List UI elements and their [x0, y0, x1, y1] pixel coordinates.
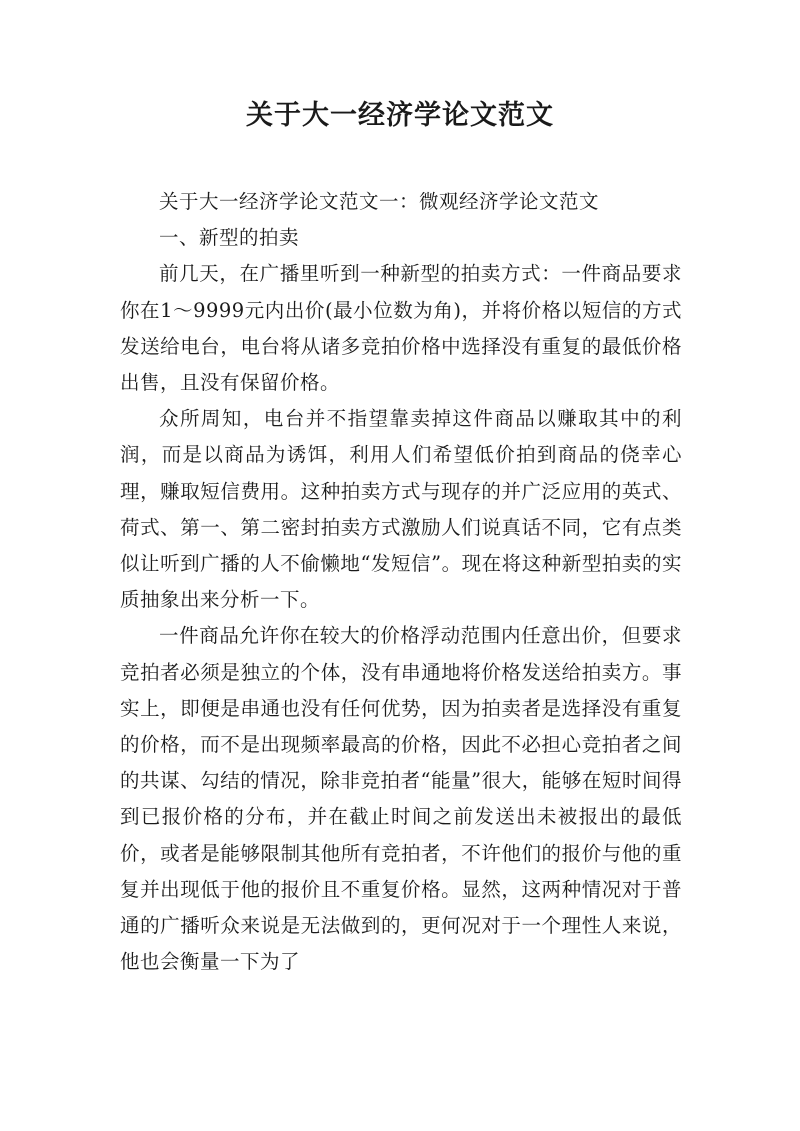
- paragraph-subtitle: 关于大一经济学论文范文一：微观经济学论文范文: [159, 190, 600, 213]
- paragraph-body-2: 众所周知，电台并不指望靠卖掉这件商品以赚取其中的利润，而是以商品为诱饵，利用人们希望低价拍到商品的侥幸心理，赚取短信费用。这种拍卖方式与现存的并广泛应用的英式、荷式、第一、第二密封拍卖方式激励人们说真话不同，它有点类似让听到广播的人不偷懒地“发短信”。现在将这种新型拍卖的实质抽象出来分析一下。: [120, 407, 682, 612]
- document-title: 关于大一经济学论文范文: [246, 100, 554, 131]
- paragraph-section-heading: 一、新型的拍卖: [159, 226, 300, 250]
- paragraph-body-3: 一件商品允许你在较大的价格浮动范围内任意出价，但要求竞拍者必须是独立的个体，没有串通地将价格发送给拍卖方。事实上，即便是串通也没有任何优势，因为拍卖者是选择没有重复的价格，而不是出现频率最高的价格，因此不必担心竞拍者之间的共谋、勾结的情况，除非竞拍者“能量”很大，能够在短时间得到已报价格的分布，并在截止时间之前发送出未被报出的最低价，或者是能够限制其他所有竞拍者，不许他们的报价与他的重复并出现低于他的报价且不重复价格。显然，这两种情况对于普通的广播听众来说是无法做到的，更何况对于一个理性人来说，他也会衡量一下为了: [120, 624, 682, 974]
- document-body: [120, 184, 682, 980]
- paragraph-body-1: 前几天，在广播里听到一种新型的拍卖方式：一件商品要求你在1～9999元内出价(最小位数为角)，并将价格以短信的方式发送给电台，电台将从诸多竞拍价格中选择没有重复的最低价格出售，且没有保留价格。: [120, 262, 682, 395]
